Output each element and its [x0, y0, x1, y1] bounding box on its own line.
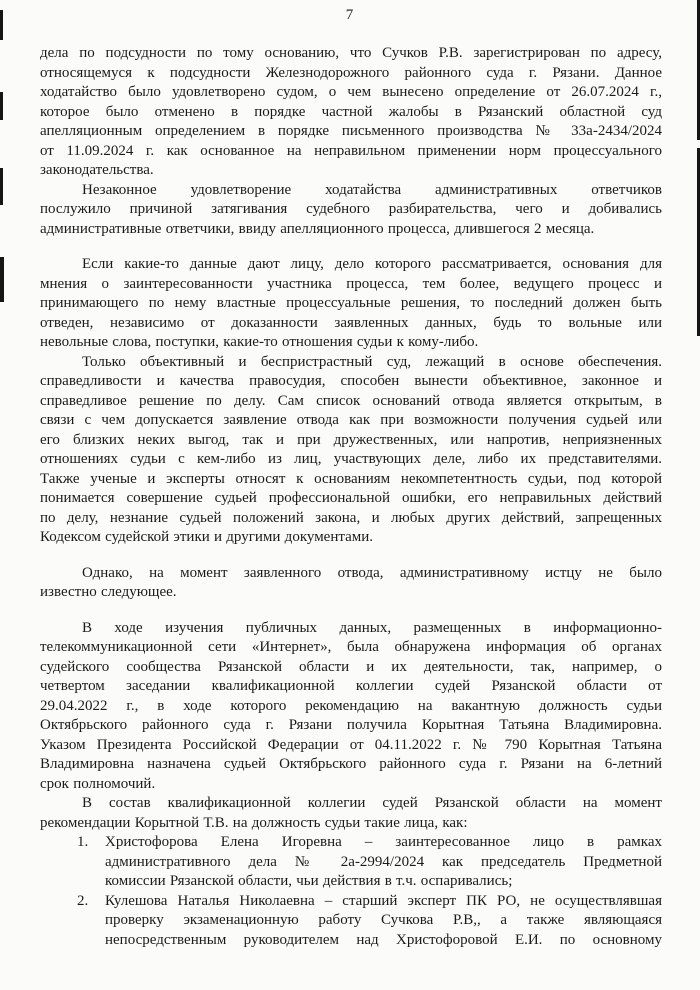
scan-artifact [0, 92, 3, 120]
text-line: Кулешова Наталья Николаевна – старший эксперт ПК РО, не осуществлявшая [105, 892, 662, 909]
text-line: невольные слова, поступки, какие-то отношения судьи к кому-либо. [40, 334, 479, 350]
text-line: Только объективный и беспристрастный суд, лежащий в основе обеспечения. [82, 353, 662, 370]
text-line: апелляционным определением в порядке письменного производства № 33а-2434/2024 [40, 123, 662, 139]
text-line: дела по подсудности по тому основанию, что Сучков Р.В. зарегистрирован по адресу, [40, 45, 662, 61]
paragraph-spacer [40, 603, 662, 619]
text-line: комиссии Рязанской области, чьи действия в т.ч. оспаривались; [105, 873, 513, 889]
paragraph [40, 353, 662, 548]
list-item [40, 833, 662, 892]
text-line: телекоммуникационной сети «Интернет», была обнаружена информация об органах [40, 639, 662, 655]
text-line: административного дела № 2а-2994/2024 как председатель Предметной [105, 853, 662, 870]
paragraph-spacer [40, 239, 662, 255]
text-line: четвертом заседании квалификационной коллегии судей Рязанской области от [40, 678, 662, 694]
scan-artifact [0, 168, 3, 205]
list-item-number: 2. [77, 892, 89, 909]
text-line: Христофорова Елена Игоревна – заинтересованное лицо в рамках [105, 834, 662, 850]
list-item [40, 892, 662, 951]
paragraph [40, 181, 662, 240]
text-line: срок полномочий. [40, 775, 156, 792]
text-line: В ходе изучения публичных данных, размещенных в информационно- [82, 619, 662, 636]
text-line: относящемуся к подсудности Железнодорожного районного суда г. Рязани. Данное [40, 64, 662, 81]
paragraph [40, 794, 662, 833]
page-number: 7 [345, 7, 355, 23]
text-line: Незаконное удовлетворение ходатайства административных ответчиков [82, 181, 662, 198]
text-line: отношениях судьи с кем-либо из лиц, участвующих деле, либо их представителями. [40, 451, 662, 467]
text-line: законодательства. [40, 162, 154, 178]
text-line: Кодексом судейской этики и другими документами. [40, 529, 374, 545]
text-line: Также ученые и эксперты относят к основаниям некомпетентность судьи, под которой [40, 470, 662, 487]
list-item-number: 1. [77, 834, 89, 850]
text-line: которое было отменено в порядке частной жалобы в Рязанский областной суд [40, 103, 662, 120]
text-line: непосредственным руководителем над Христофоровой Е.И. по основному [105, 931, 662, 948]
text-line: проверку экзаменационную работу Сучкова Р.В,, а также являющаяся [105, 912, 662, 928]
text-line: Октябрьского районного суда г. Рязани получила Корытная Татьяна Владимировна. [40, 717, 662, 733]
text-line: ходатайство было удовлетворено судом, о чем вынесено определение от 26.07.2024 г., [40, 84, 662, 100]
text-line: справедливости и качества правосудия, способен вынести объективное, законное и [40, 373, 662, 389]
text-line: связи с чем допускается заявление отвода как при возможности получения судьей или [40, 412, 662, 428]
text-line: справедливое решение по делу. Сам список оснований отвода является открытым, в [40, 392, 662, 409]
text-line: послужило причиной затягивания судебного разбирательства, чего и добивались [40, 201, 662, 217]
text-line: известно следующее. [40, 584, 177, 600]
paragraph [40, 564, 662, 603]
text-line: принимающего по нему властные процессуальные решения, то последний должен быть [40, 295, 662, 311]
text-line: понимается совершение судьей профессиональной ошибки, его неправильных действий [40, 490, 662, 506]
paragraph [40, 255, 662, 353]
paragraph [40, 44, 662, 181]
text-line: В состав квалификационной коллегии судей Рязанской области на момент [82, 795, 662, 811]
text-line: Однако, на момент заявленного отвода, административному истцу не было [82, 564, 662, 581]
paragraph-spacer [40, 548, 662, 564]
text-line: судейского сообщества Рязанской области и их деятельности, так, например, о [40, 658, 662, 675]
text-line: отведен, независимо от доказанности заявленных данных, будь то вольные или [40, 314, 662, 331]
text-line: его близких неких выгод, так и при дружественных, или напротив, неприязненных [40, 431, 662, 448]
text-line: рекомендации Корытной Т.В. на должность судьи такие лица, как: [40, 814, 468, 831]
text-line: мнения о заинтересованности участника процесса, тем более, ведущего процесс и [40, 275, 662, 292]
scan-artifact [0, 257, 4, 302]
paragraph [40, 619, 662, 795]
text-line: Указом Президента Российской Федерации от 04.11.2022 г. № 790 Корытная Татьяна [40, 736, 662, 753]
document-body [40, 44, 662, 950]
text-line: административные ответчики, ввиду апелляционного процесса, длившегося 2 месяца. [40, 220, 595, 237]
text-line: Владимировна назначена судьей Октябрьского районного суда г. Рязани на 6-летний [40, 756, 662, 772]
text-line: 29.04.2022 г., в ходе которого рекомендацию на вакантную должность судьи [40, 697, 662, 714]
text-line: от 11.09.2024 г. как основанное на неправильном применении норм процессуального [40, 142, 662, 159]
text-line: по делу, незнание судьей положений закона, и любых других действий, запрещенных [40, 509, 662, 526]
text-line: Если какие-то данные дают лицу, дело которого рассматривается, основания для [82, 256, 662, 272]
